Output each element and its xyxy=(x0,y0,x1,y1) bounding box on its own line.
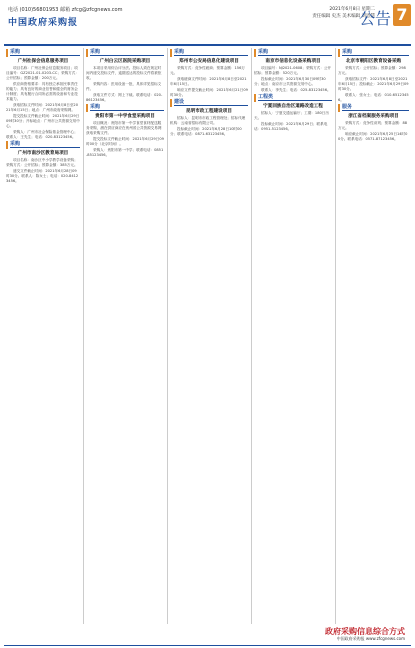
notice-para: 项目概况：贵阳市第一中学食堂食材配送服务采购，潜在供应商应在贵州省公共资源交易网获取采购文件。 xyxy=(86,121,162,135)
column-divider xyxy=(83,48,84,624)
notice-para: 采购方式：公开招标；预算金额：298万元。 xyxy=(338,66,406,75)
contact-line: 电话 (010)56801953 邮箱 zfcg@zfcgnews.com xyxy=(8,7,123,13)
notice-para: 采购人：贵阳市第一中学；联系电话：0851-85123456。 xyxy=(86,148,164,157)
notice-para: 投标截止时间：2021年6月29日；联系电话：0951-5123456。 xyxy=(254,122,328,131)
notice-para: 采购内容：医用设备一批，具体详见招标文件。 xyxy=(86,82,162,91)
column-4 xyxy=(254,48,332,624)
footer-rule xyxy=(4,645,411,646)
notice-title: 广州白云区医院采购项目 xyxy=(99,59,151,64)
notice-title: 昆明市政工程建设项目 xyxy=(186,109,232,114)
notice-para: 招标人：宁夏交通运输厅；工期：180日历天。 xyxy=(254,111,329,120)
notice-para: 响应文件提交截止时间：2021年6月21日09时30分。 xyxy=(170,88,248,97)
notice-title: 广州市南沙区教育局项目 xyxy=(17,151,69,156)
notice-title: 郑州市公安局信息化建设项目 xyxy=(179,59,239,64)
notice-para: 投标截止时间：2021年6月30日09时30分；地点：南京市公共资源交易中心。 xyxy=(254,77,326,86)
notice-para: 招标人：昆明市市政工程管理处；招标代理机构：云南省招标有限公司。 xyxy=(170,116,246,125)
notice-para: 响应截止时间：2021年6月25日14时00分。联系电话：0571-87123456。 xyxy=(338,132,408,141)
notice-para: 采购方式：竞争性磋商；预算金额：156万元。 xyxy=(170,66,245,75)
page-number: 7 xyxy=(393,4,411,26)
notice-para: 联系人：李先生；电话：025-83123456。 xyxy=(261,88,331,92)
notice-para: 采购人：广州市社会保险基金管理中心；联系人：王先生；电话：020-83123456。 xyxy=(6,130,78,139)
notice-para: 获取招标文件时间：2021年6月8日至2021年6月15日；地点：广州市政府采购网。 xyxy=(6,103,79,112)
section-header: 采购 xyxy=(6,141,80,149)
notice-title: 广州社保会信息服务项目 xyxy=(17,59,69,64)
notice-para: 采购方式：竞争性谈判；预算金额：88万元。 xyxy=(338,121,408,130)
date-line: 2021年6月8日 星期二 xyxy=(329,7,375,12)
section-header: 采购 xyxy=(254,49,332,57)
section-header: 采购 xyxy=(86,49,164,57)
section-header: 建设 xyxy=(170,99,248,107)
notice-para: 联系人：张女士；电话：010-65123456。 xyxy=(338,93,409,102)
notice-title: 北京市朝阳区教育设备采购 xyxy=(345,59,402,64)
notice-title: 南京市信息化设备采购项目 xyxy=(265,59,321,64)
section-header: 工程类 xyxy=(254,94,332,102)
notice-para: 项目名称：广州社保会信息服务项目；项目编号：GZ2021-01-0203-CC；采购方式：公开招标；预算金额：200万元。 xyxy=(6,66,79,80)
column-3 xyxy=(170,48,248,624)
notice-title: 宁夏回族自治区道路改造工程 xyxy=(263,104,323,109)
notice-para: 获取磋商文件时间：2021年6月8日至2021年6月15日。 xyxy=(170,77,247,86)
notice-para: 本项目采用综合评分法。投标人须在规定时间内递交投标文件，逾期送达的投标文件将被拒收。 xyxy=(86,66,162,80)
footer-url[interactable]: 中国政府采购报 www.zfcgnews.com xyxy=(336,636,405,641)
column-divider xyxy=(335,48,336,624)
column-divider xyxy=(167,48,168,624)
notice-title: 贵阳市第一中学食堂采购项目 xyxy=(95,114,155,119)
notice-para: 项目编号：NJ2021-0608；采购方式：公开招标；预算金额：520万元。 xyxy=(254,66,332,75)
section-header: 采购 xyxy=(86,104,164,112)
newspaper-logo: 中国政府采购报 xyxy=(8,18,79,28)
editor-line: 责任编辑 史杰 美术编辑 刘恩慧 xyxy=(312,14,375,19)
column-divider xyxy=(251,48,252,624)
notice-para: 供应商资格要求：具有独立承担民事责任的能力；具有良好的商业信誉和健全的财务会计制度；具有履行合同所必需的设备和专业技术能力。 xyxy=(6,82,78,101)
section-name: 公告 xyxy=(358,9,391,28)
column-2 xyxy=(86,48,164,624)
notice-para: 递交文件截止时间：2021年6月28日09时30分。联系人：陈女士；电话：020-84123456。 xyxy=(6,169,79,183)
section-header: 采购 xyxy=(6,49,80,57)
notice-para: 提交投标文件截止时间：2021年6月29日09时00分（北京时间）。 xyxy=(86,137,164,146)
notice-para: 提交投标文件截止时间：2021年6月29日09时30分；开标地点：广州市公共资源交易中心。 xyxy=(6,114,80,128)
section-header: 采购 xyxy=(170,49,248,57)
notice-para: 项目名称：南沙区中小学教学设备采购；采购方式：公开招标；预算金额：385万元。 xyxy=(6,158,78,167)
section-header: 采购 xyxy=(338,49,409,57)
notice-para: 获取招标文件：2021年6月8日至2021年6月15日；投标截止：2021年6月29日09时30分。 xyxy=(338,77,409,91)
header-rule xyxy=(4,44,411,46)
column-5 xyxy=(338,48,409,624)
column-1 xyxy=(6,48,80,624)
page-footer xyxy=(4,624,411,646)
section-header: 服务 xyxy=(338,104,409,112)
page-header xyxy=(0,0,415,44)
footer-title: 政府采购信息综合方式 xyxy=(325,627,405,636)
notice-para: 获取文件方式：网上下载。联系电话：020-86123456。 xyxy=(86,93,163,102)
notice-title: 浙江省档案服务采购项目 xyxy=(348,114,399,119)
notice-para: 投标截止时间：2021年6月28日10时00分；联系电话：0871-63123456。 xyxy=(170,127,242,136)
